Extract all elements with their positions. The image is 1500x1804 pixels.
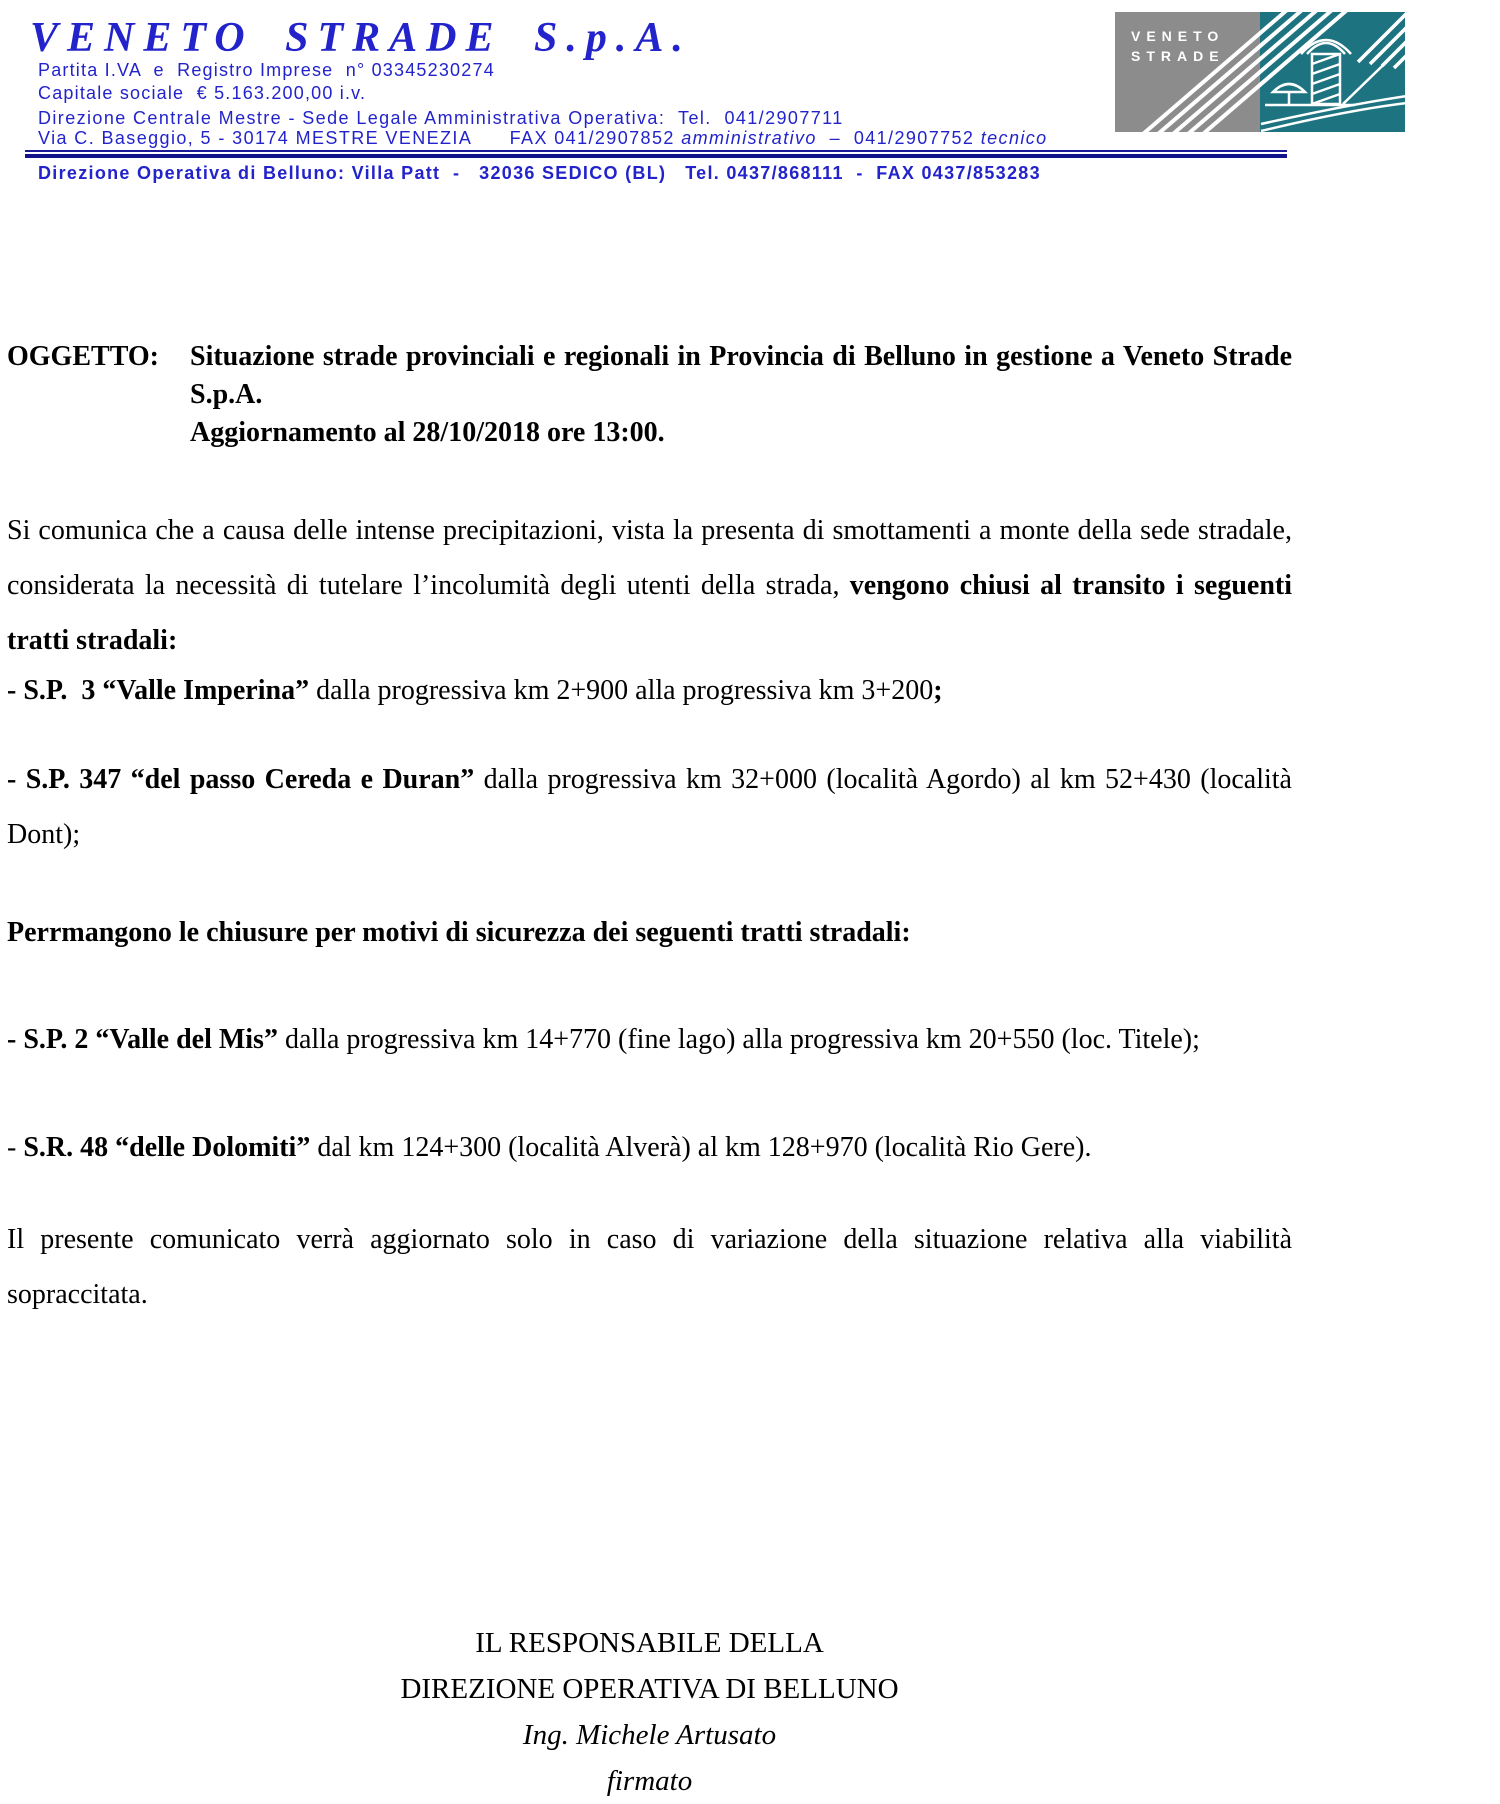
company-name: VENETO STRADE S.p.A. bbox=[30, 15, 692, 61]
closure-item-sr48 bbox=[7, 1120, 1292, 1175]
closure-item-sp2 bbox=[7, 1012, 1292, 1067]
logo-word-strade: STRADE bbox=[1131, 48, 1225, 64]
address-fax-line bbox=[38, 128, 1048, 149]
sp3-detail: dalla progressiva km 2+900 alla progressiva km 3+200 bbox=[309, 675, 934, 706]
sp2-detail: dalla progressiva km 14+770 (fine lago) alla progressiva km 20+550 (loc. Titele); bbox=[277, 1024, 1200, 1055]
address-text: Via C. Baseggio, 5 - 30174 MESTRE VENEZIA FAX 041/2907852 bbox=[38, 128, 682, 148]
closure-item-sp3 bbox=[7, 663, 1292, 718]
sr48-road-name: S.R. 48 “delle Dolomiti” bbox=[23, 1132, 311, 1163]
subject-label: OGGETTO: bbox=[7, 341, 159, 372]
sp2-road-name: - S.P. 2 “Valle del Mis” bbox=[7, 1024, 278, 1055]
subject-update-line: Aggiornamento al 28/10/2018 ore 13:00. bbox=[190, 417, 665, 448]
capital-line: Capitale sociale € 5.163.200,00 i.v. bbox=[38, 83, 367, 103]
closure-announcement-bold: vengono chiusi al transito i seguenti tratti stradali: bbox=[7, 570, 1292, 656]
header-divider-rule bbox=[25, 150, 1287, 158]
signature-role-line1: IL RESPONSABILE DELLA bbox=[475, 1627, 824, 1659]
closure-item-sp347 bbox=[7, 752, 1292, 862]
intro-text: Si comunica che a causa delle intense precipitazioni, vista la presenta di smottamenti a monte della sede stradale, considerata la necessità di tutelare l’incolumità degli utenti della strada, bbox=[7, 515, 1292, 601]
closing-paragraph: Il presente comunicato verrà aggiornato solo in caso di variazione della situazione relativa alla viabilità sopraccitata. bbox=[7, 1224, 1292, 1310]
vat-registry-line: Partita I.VA e Registro Imprese n° 03345230274 bbox=[38, 60, 495, 80]
logo-wordmark bbox=[1131, 26, 1225, 66]
subject-text: Situazione strade provinciali e regionali in Provincia di Belluno in gestione a Veneto Strade S.p.A. bbox=[190, 341, 1292, 410]
ongoing-closures-heading: Perrmangono le chiusure per motivi di sicurezza dei seguenti tratti stradali: bbox=[7, 917, 911, 948]
headquarters-line: Direzione Centrale Mestre - Sede Legale Amministrativa Operativa: Tel. 041/2907711 bbox=[38, 108, 844, 128]
veneto-strade-logo bbox=[1115, 12, 1405, 132]
intro-paragraph bbox=[7, 503, 1292, 668]
sr48-detail: dal km 124+300 (località Alverà) al km 128+970 (località Rio Gere). bbox=[310, 1132, 1092, 1163]
address-mid-text: – 041/2907752 bbox=[816, 128, 981, 148]
sp347-road-name: - S.P. 347 “del passo Cereda e Duran” bbox=[7, 764, 475, 795]
logo-word-veneto: VENETO bbox=[1131, 28, 1225, 44]
sp347-detail: dalla progressiva km 32+000 (località Agordo) al km 52+430 (località Dont); bbox=[7, 764, 1292, 850]
fax-tech-label: tecnico bbox=[980, 128, 1048, 148]
signature-role-line2: DIREZIONE OPERATIVA DI BELLUNO bbox=[400, 1673, 899, 1705]
signature-name: Ing. Michele Artusato bbox=[522, 1719, 777, 1751]
signature-block bbox=[7, 1620, 1292, 1804]
belluno-office-line: Direzione Operativa di Belluno: Villa Patt - 32036 SEDICO (BL) Tel. 0437/868111 - FAX 0437/853283 bbox=[38, 163, 1041, 183]
sp3-road-name: - S.P. 3 “Valle Imperina” bbox=[7, 675, 310, 706]
fax-admin-label: amministrativo bbox=[681, 128, 817, 148]
subject-block bbox=[7, 338, 1292, 452]
signature-firmato: firmato bbox=[606, 1765, 693, 1797]
sp3-terminator: ; bbox=[933, 675, 943, 706]
sr48-dash: - bbox=[7, 1132, 24, 1163]
